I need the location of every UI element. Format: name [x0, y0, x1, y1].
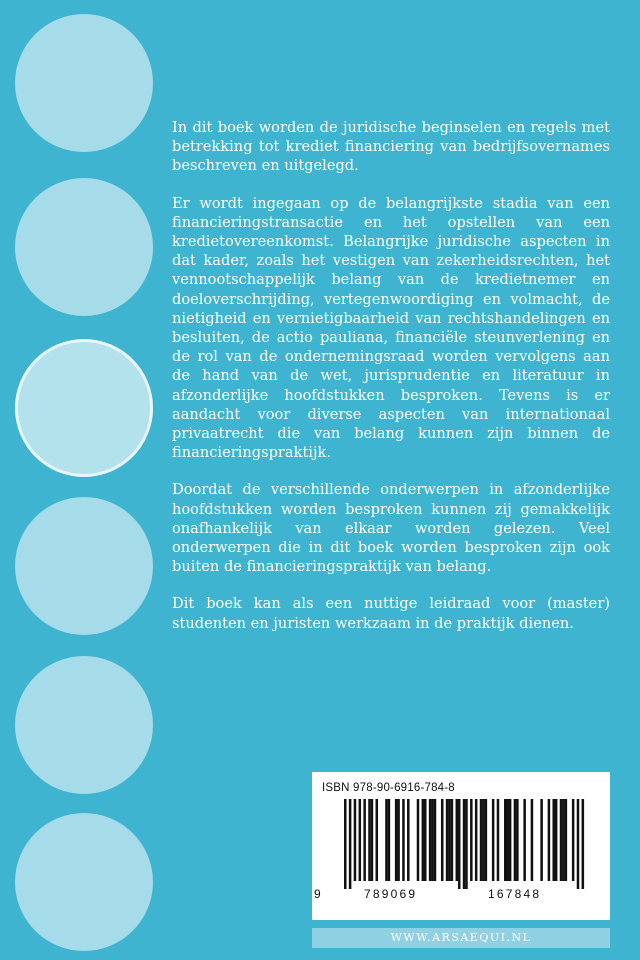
barcode-bar — [572, 799, 575, 881]
back-cover-blurb — [172, 118, 610, 651]
barcode-bar — [548, 799, 551, 881]
barcode-bar — [577, 799, 580, 889]
barcode-bar — [422, 799, 425, 881]
isbn-barcode — [312, 772, 610, 920]
barcode-bar — [371, 799, 374, 881]
barcode-bar — [531, 799, 534, 881]
decorative-circle — [15, 497, 153, 635]
barcode-digits-right: 167848 — [488, 887, 542, 901]
barcode-bar — [354, 799, 357, 881]
barcode-bar — [376, 799, 379, 881]
barcode-bar — [552, 799, 555, 881]
barcode-bar — [463, 799, 466, 889]
barcode-bar — [451, 799, 454, 881]
publisher-website: WWW.ARSAEQUI.NL — [312, 928, 610, 948]
barcode-digits — [312, 887, 610, 903]
barcode-bar — [523, 799, 526, 881]
barcode-bar — [555, 799, 558, 881]
barcode-bar — [417, 799, 420, 881]
barcode-bar — [485, 799, 488, 881]
barcode-bar — [470, 799, 473, 881]
barcode-bar — [368, 799, 371, 881]
barcode-bar — [429, 799, 432, 881]
barcode-bar — [482, 799, 485, 881]
barcode-bar — [344, 799, 347, 889]
blurb-paragraph: In dit boek worden de juridische beginselen en regels met betrekking tot krediet financiering van bedrijfsovernames beschreven en uitgelegd. — [172, 119, 610, 175]
barcode-bar — [465, 799, 468, 889]
barcode-bar — [431, 799, 434, 881]
barcode-bar — [492, 799, 495, 881]
isbn-label: ISBN 978-90-6916-784-8 — [322, 782, 455, 794]
blurb-paragraph: Doordat de verschillende onderwerpen in afzonderlijke hoofdstukken worden besproken kunnen zij gemakkelijk onafhankelijk van elkaar worden gelezen. Veel onderwerpen die in dit boek worden besproken zijn ook buiten de financieringspraktijk van belang. — [172, 481, 610, 576]
barcode-bar — [388, 799, 391, 881]
barcode-bar — [446, 799, 449, 881]
barcode-bar — [506, 799, 509, 881]
decorative-circle — [15, 656, 153, 794]
barcode-bar — [448, 799, 451, 881]
barcode-bar — [456, 799, 459, 881]
barcode-bar — [402, 799, 405, 881]
barcode-bar — [395, 799, 398, 881]
barcode-bar — [475, 799, 478, 881]
barcode-bar — [516, 799, 519, 881]
barcode-bar — [540, 799, 543, 881]
barcode-bar — [434, 799, 437, 881]
barcode-bar — [565, 799, 568, 881]
barcode-digit-first: 9 — [314, 887, 321, 901]
barcode-bar — [385, 799, 388, 881]
barcode-bar — [441, 799, 444, 881]
blurb-paragraph: Er wordt ingegaan op de belangrijkste stadia van een financieringstransactie en het opstellen van een kredietovereenkomst. Belangrijke juridische aspecten in dat kader, zoals het vestigen van zekerheidsrechten, het vennootschappelijk belang van de kredietnemer en doeloverschrijding, vertegenwoordiging en volmacht, de nietigheid en vernietigbaarheid van rechtshandelingen en besluiten, de actio pauliana, financiële steunverlening en de rol van de ondernemingsraad worden vervolgens aan de hand van de wet, jurisprudentie en literatuur in afzonderlijke hoofdstukken besproken. Tevens is er aandacht voor diverse aspecten van internationaal privaatrecht die van belang kunnen zijn binnen de financieringspraktijk. — [172, 194, 610, 462]
barcode-bar — [363, 799, 366, 881]
blurb-paragraph: Dit boek kan als een nuttige leidraad voor (master) studenten en juristen werkzaam in de praktijk dienen. — [172, 595, 610, 632]
barcode-bar — [582, 799, 585, 889]
barcode-bar — [497, 799, 500, 881]
barcode-bar — [504, 799, 507, 881]
barcode-bar — [560, 799, 563, 881]
decorative-circle — [15, 14, 153, 152]
barcode-bar — [514, 799, 517, 881]
barcode-bar — [407, 799, 410, 881]
barcode-bar — [397, 799, 400, 881]
decorative-circle — [15, 813, 153, 951]
barcode-bar — [424, 799, 427, 881]
barcode-bar — [349, 799, 352, 889]
barcode-bar — [509, 799, 512, 881]
barcode-bar — [480, 799, 483, 881]
barcode-digits-left: 789069 — [364, 887, 418, 901]
decorative-circle-highlighted — [15, 339, 153, 477]
barcode-bars — [322, 799, 606, 891]
barcode-bar — [359, 799, 362, 881]
barcode-bar — [458, 799, 461, 889]
barcode-bar — [562, 799, 565, 881]
decorative-circle — [15, 178, 153, 316]
